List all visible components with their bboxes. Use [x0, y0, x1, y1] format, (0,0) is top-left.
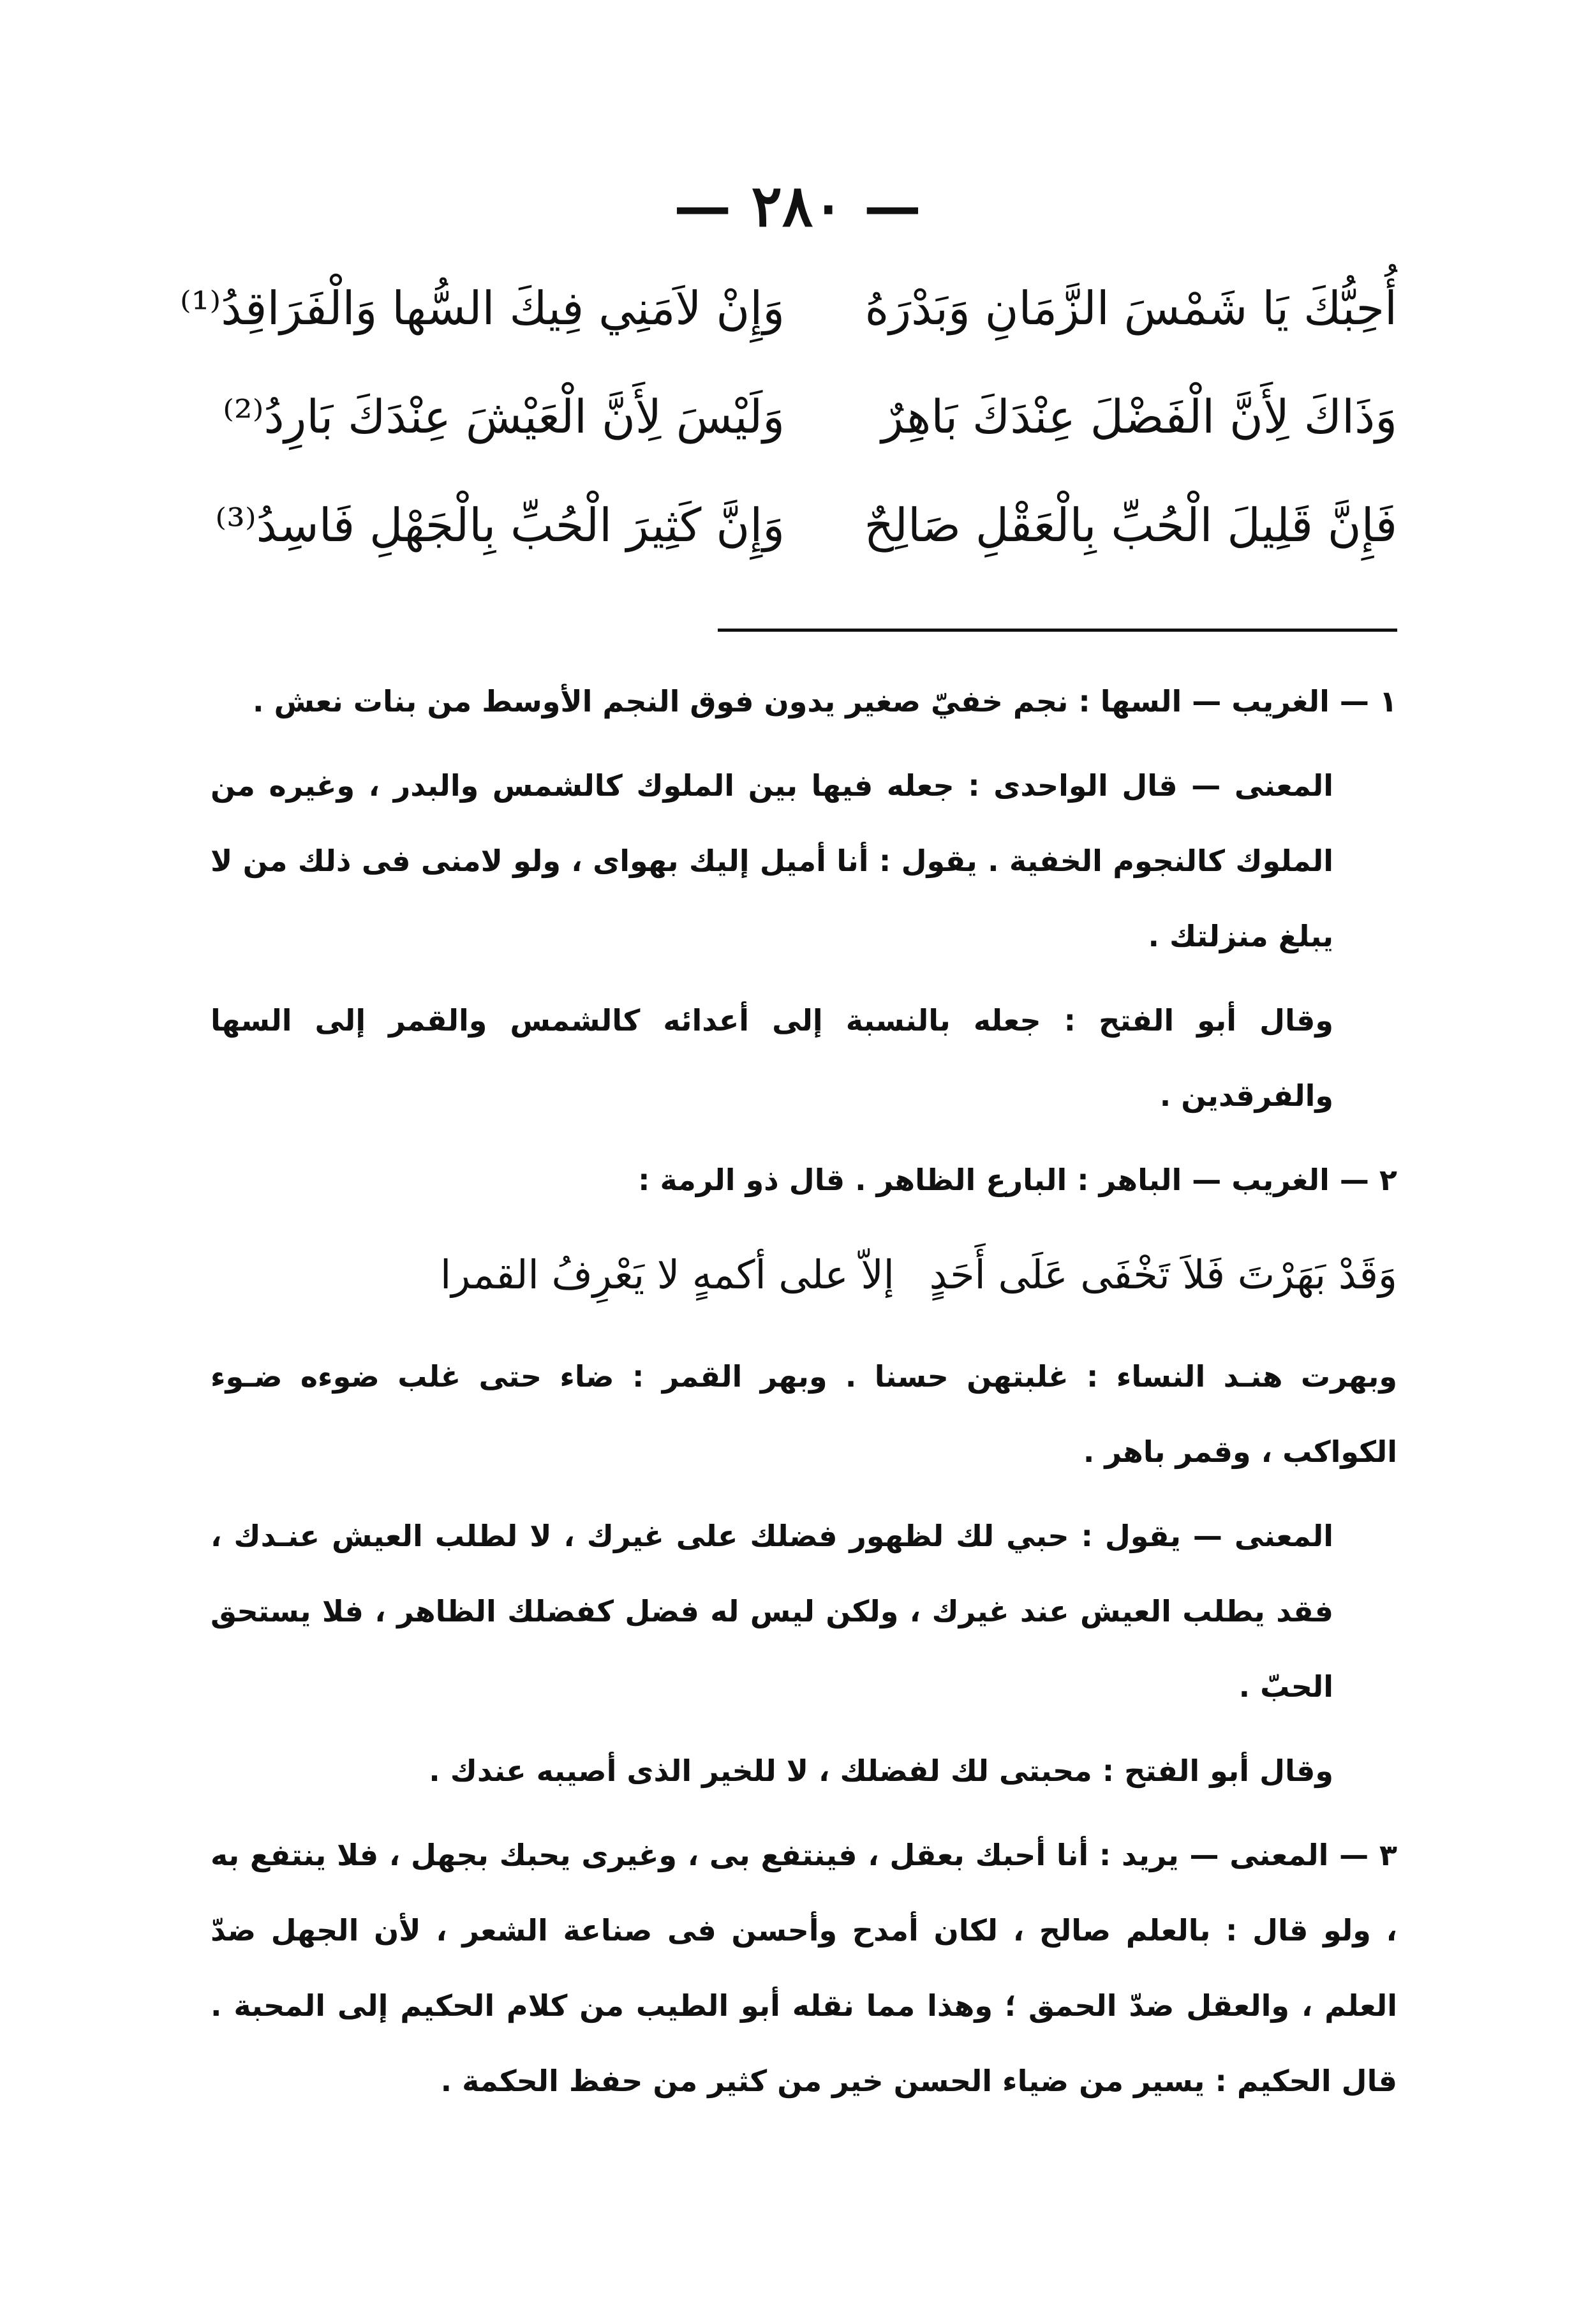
- verse-1: [179, 281, 1397, 389]
- footnotes: [211, 664, 1397, 2127]
- note-2-gharib: ٢ — الغريب — الباهر : البارع الظاهر . قال ذو الرمة :: [638, 1163, 1397, 1197]
- note-2-meaning: المعنى — يقول : حبي لك لظهور فضلك على غيرك ، لا لطلب العيش عنـدك ، فقد يطلب العيش عند غيرك ، ولكن ليس له فضل كفضلك الظاهر ، فلا يستحق الحبّ .: [211, 1519, 1333, 1704]
- note-1-meaning: المعنى — قال الواحدى : جعله فيها بين الملوك كالشمس والبدر ، وغيره من الملوك كالنجوم الخفية . يقول : أنا أميل إليك بهواى ، ولو لامنى فى ذلك من لا يبلغ منزلتك .: [211, 768, 1333, 953]
- verse-3: [215, 498, 1397, 606]
- page-number: — ٢٨٠ —: [674, 172, 921, 240]
- note-2-quoted-verse: [440, 1230, 1397, 1320]
- quoted-verse-second-hemistich: إلاّ على أكمهٍ لا يَعْرِفُ القمرا: [440, 1251, 894, 1298]
- verse-3-first-hemistich: فَإِنَّ قَلِيلَ الْحُبِّ بِالْعَقْلِ صَالِحٌ: [864, 498, 1397, 552]
- verse-3-second-hemistich: وَإِنَّ كَثِيرَ الْحُبِّ بِالْجَهْلِ فَاسِدُ⁽³⁾: [215, 498, 785, 552]
- poem: [179, 281, 1397, 606]
- verse-2-first-hemistich: وَذَاكَ لِأَنَّ الْفَضْلَ عِنْدَكَ بَاهِرٌ: [881, 390, 1397, 443]
- verse-1-first-hemistich: أُحِبُّكَ يَا شَمْسَ الزَّمَانِ وَبَدْرَهُ: [864, 281, 1397, 335]
- note-3-meaning: ٣ — المعنى — يريد : أنا أحبك بعقل ، فينتفع بى ، وغيرى يحبك بجهل ، فلا ينتفع به ، ولو قال : بالعلم صالح ، لكان أمدح وأحسن فى صناعة الشعر ، لأن الجهل ضدّ العلم ، والعقل ضدّ الحمق ؛ وهذا مما نقله أبو الطيب من كلام الحكيم إلى المحبة . قال الحكيم : يسير من ضياء الحسن خير من كثير من حفظ الحكمة .: [211, 1838, 1397, 2098]
- verse-2-second-hemistich: وَلَيْسَ لِأَنَّ الْعَيْشَ عِنْدَكَ بَارِدُ⁽²⁾: [223, 390, 785, 443]
- quoted-verse-first-hemistich: وَقَدْ بَهَرْتَ فَلاَ تَخْفَى عَلَى أَحَدٍ: [929, 1251, 1397, 1298]
- note-1-gharib: ١ — الغريب — السها : نجم خفيّ صغير يدون فوق النجم الأوسط من بنات نعش .: [253, 684, 1397, 719]
- footnote-divider: [718, 629, 1397, 632]
- note-2-bahart: وبهرت هنـد النساء : غلبتهن حسنا . وبهر القمر : ضاء حتى غلب ضوءه ضـوء الكواكب ، وقمر باهر .: [211, 1359, 1397, 1469]
- note-2-abulfath: وقال أبو الفتح : محبتى لك لفضلك ، لا للخير الذى أصيبه عندك .: [429, 1754, 1333, 1788]
- verse-1-second-hemistich: وَإِنْ لاَمَنِي فِيكَ السُّها وَالْفَرَاقِدُ⁽¹⁾: [179, 281, 785, 335]
- note-1-abulfath: وقال أبو الفتح : جعله بالنسبة إلى أعدائه كالشمس والقمر إلى السها والفرقدين .: [211, 1003, 1333, 1113]
- verse-2: [223, 389, 1397, 498]
